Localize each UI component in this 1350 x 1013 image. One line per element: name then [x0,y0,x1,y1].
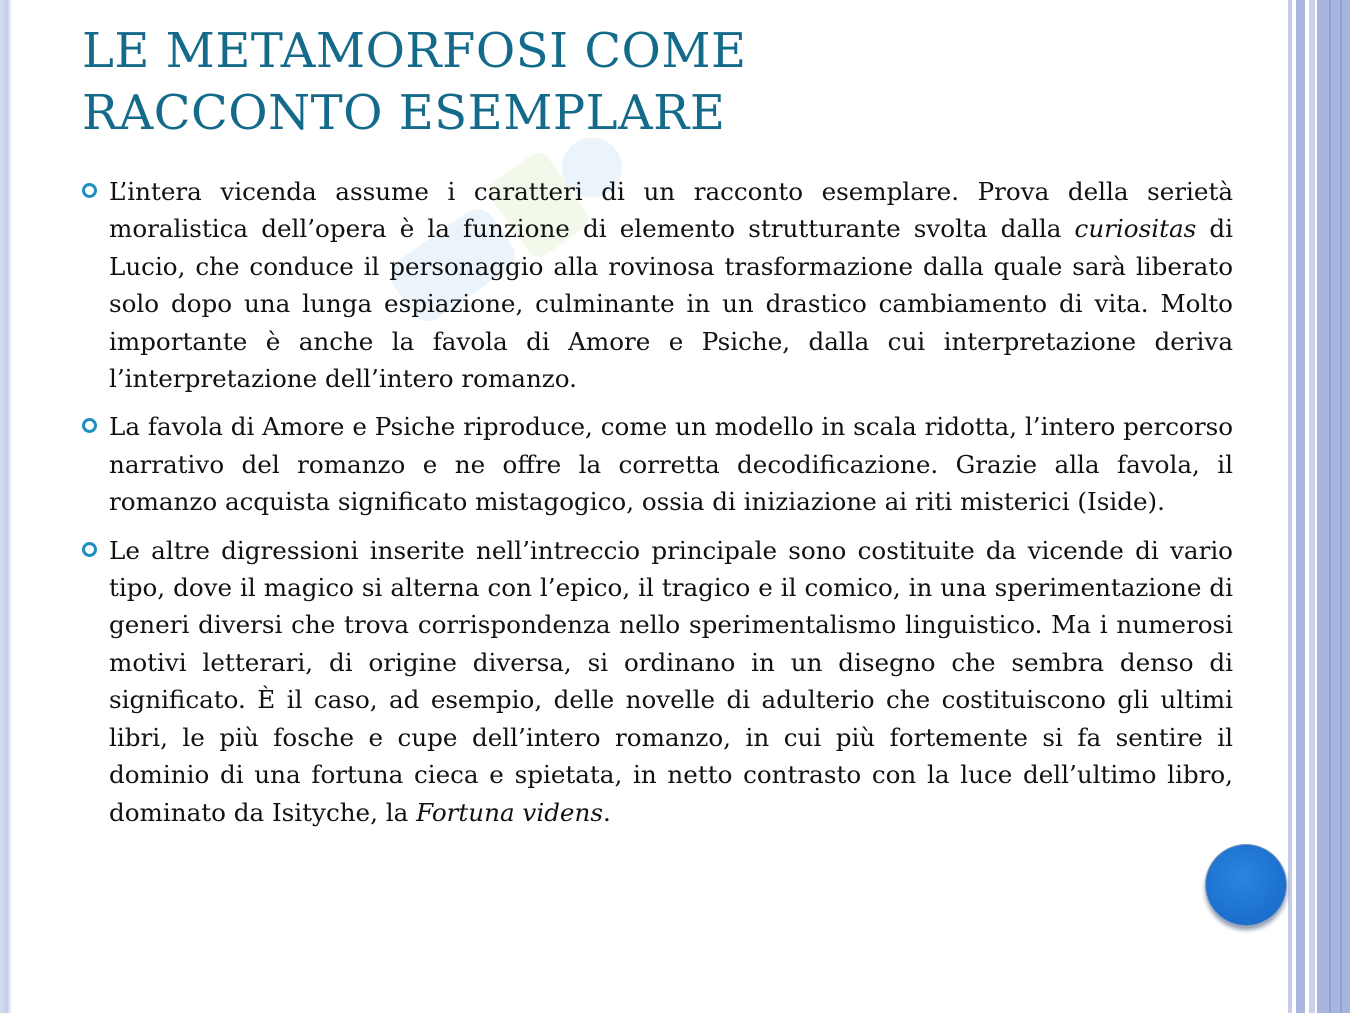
slide-title-line: LE METAMORFOSI COME [82,23,747,79]
right-decorative-rail [1317,0,1350,1013]
hollow-circle-bullet-icon [82,183,97,198]
bullet-list [80,173,1233,842]
right-decorative-rail [1340,0,1342,1013]
bullet-text-italic: Fortuna videns [416,797,603,827]
bullet-item [80,532,1233,831]
right-decorative-rail [1309,0,1315,1013]
hollow-circle-bullet-icon [82,542,97,557]
right-decorative-rail [1296,0,1305,1013]
bullet-text-segment: di Lucio, che conduce il personaggio alla rovinosa trasformazione dalla quale sarà liberato solo dopo una lunga espiazione, culminante in un drastico cambiamento di vita. Molto importante è anche la favola di Amore e Psiche, dalla cui interpretazione deriva l’interpretazione dell’intero romanzo. [109,214,1233,394]
hollow-circle-bullet-icon [82,418,97,433]
bullet-text-segment: . [602,797,611,827]
bullet-text [109,173,1233,397]
bullet-text-segment: Le altre digressioni inserite nell’intreccio principale sono costituite da vicende di vario tipo, dove il magico si alterna con l’epico, il tragico e il comico, in una sperimentazione di generi diversi che trova corrispondenza nello sperimentalismo linguistico. Ma i numerosi motivi letterari, di origine diversa, si ordinano in un disegno che sembra denso di significato. È il caso, ad esempio, delle novelle di adulterio che costituiscono gli ultimi libri, le più fosche e cupe dell’intero romanzo, in cui più fortemente si fa sentire il dominio di una fortuna cieca e spietata, in netto contrasto con la luce dell’ultimo libro, dominato da Isityche, la [109,535,1233,827]
bullet-text-segment: L’intera vicenda assume i caratteri di un racconto esemplare. Prova della serietà moralistica dell’opera è la funzione di elemento strutturante svolta dalla [109,177,1233,244]
bullet-item [80,173,1233,397]
left-decorative-rail [0,0,12,1013]
slide-title [82,20,1232,144]
bullet-text [109,532,1233,831]
right-decorative-rail [1288,0,1292,1013]
right-decorative-rail [1329,0,1331,1013]
navigation-circle-icon[interactable] [1205,844,1287,926]
bullet-text-segment: La favola di Amore e Psiche riproduce, come un modello in scala ridotta, l’intero percorso narrativo del romanzo e ne offre la corretta decodificazione. Grazie alla favola, il romanzo acquista significato mistagogico, ossia di iniziazione ai riti misterici (Iside). [109,412,1233,517]
slide-title-line: RACCONTO ESEMPLARE [82,85,726,141]
bullet-item [80,408,1233,520]
bullet-text-italic: curiositas [1074,214,1197,244]
bullet-text [109,408,1233,520]
